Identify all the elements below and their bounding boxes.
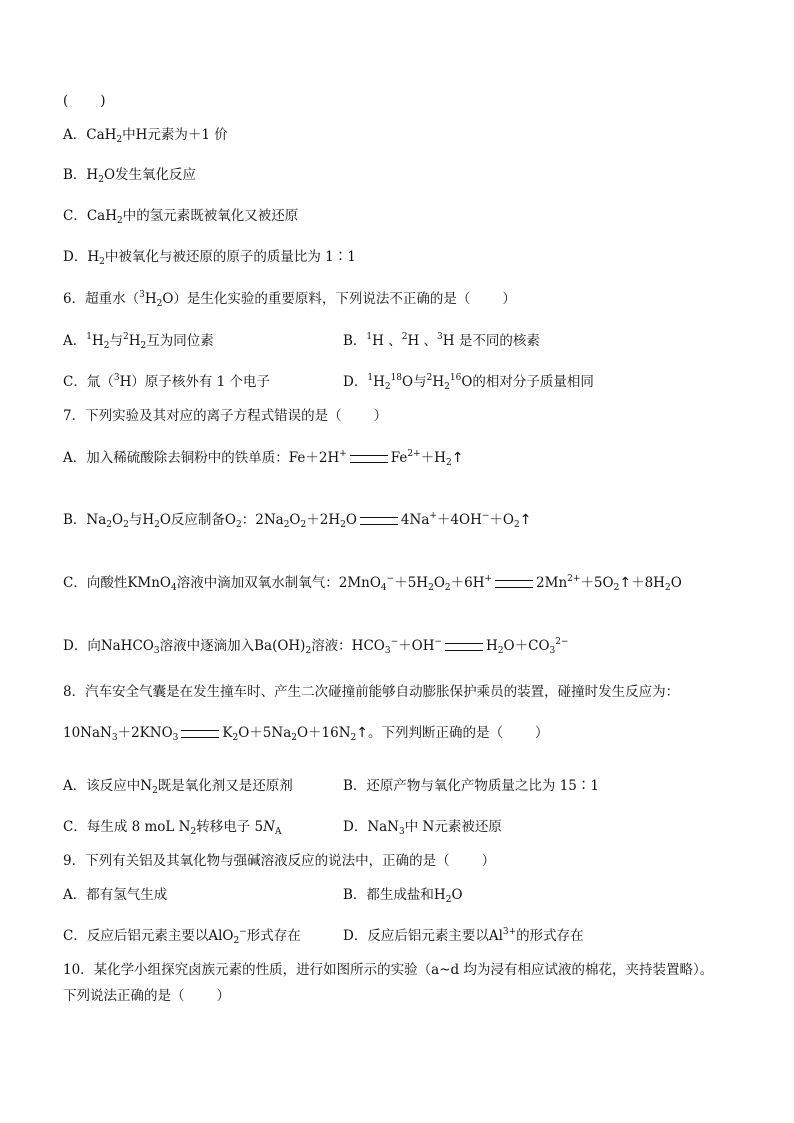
q10-stem-line2: 下列说法正确的是（ ） <box>63 988 230 1004</box>
q7-option-c: C．向酸性KMnO$_4$溶液中滴加双氧水制氧气：$2MnO_4^-+5H_2O_2+6H^+$ $2Mn^{2+}+5O_2↑+8H_2O$ <box>63 574 682 593</box>
q6-option-a: A．$^1H_2$与$^2H_2$互为同位素 <box>63 332 214 351</box>
q7-option-b: B．$Na_2O_2$与$H_2O$反应制备$O_2$：$2Na_2O_2+2H_2O$ $4Na^++4OH^-+O_2↑$ <box>63 511 532 530</box>
q7-stem: 7．下列实验及其对应的离子方程式错误的是（ ） <box>63 408 388 424</box>
q5-option-a: A．CaH$_2$中H元素为＋1 价 <box>63 127 228 145</box>
q6-option-d: D．$^1H_2^{18}O$与$^2H_2^{16}O$的相对分子质量相同 <box>343 373 594 392</box>
q9-stem: 9．下列有关铝及其氧化物与强碱溶液反应的说法中，正确的是（ ） <box>63 853 496 869</box>
q8-option-c: C．每生成 8 moL $N_2$转移电子 $5N_A$ <box>63 819 282 837</box>
q6-stem: 6．超重水$(^3H_2O)$是生化实验的重要原料，下列说法不正确的是（ ） <box>63 290 516 309</box>
q8-option-a: A．该反应中$N_2$既是氧化剂又是还原剂 <box>63 778 293 796</box>
q8-option-b: B．还原产物与氧化产物质量之比为 15∶1 <box>343 778 599 794</box>
q8-stem-line2: $10NaN_3+2KNO_3$ $K_2O+5Na_2O+16N_2↑$。下列判断正确的是（ ） <box>63 725 549 743</box>
q5-paren: ( ) <box>63 93 106 109</box>
q6-option-c: C．氚（$^3$H）原子核外有 1 个电子 <box>63 373 271 390</box>
q9-option-b: B．都生成盐和$H_2O$ <box>343 887 463 905</box>
q5-option-c: C．CaH$_2$中的氢元素既被氧化又被还原 <box>63 208 299 226</box>
q8-stem-line1: 8．汽车安全气囊是在发生撞车时、产生二次碰撞前能够自动膨胀保护乘员的装置，碰撞时发生反应为： <box>63 684 680 700</box>
q9-option-c: C．反应后铝元素主要以AlO$_2$−形式存在 <box>63 927 301 946</box>
q9-option-a: A．都有氢气生成 <box>63 887 168 903</box>
q10-stem-line1: 10．某化学小组探究卤族元素的性质，进行如图所示的实验（a~d 均为浸有相应试液的棉花，夹持装置略）。 <box>63 962 714 978</box>
q8-option-d: D．NaN$_3$中 N元素被还原 <box>343 819 502 837</box>
q7-option-d: D．向NaHCO$_3$溶液中逐滴加入$Ba(OH)_2$溶液：$HCO_3^-+OH^-$ $H_2O+CO_3^{2-}$ <box>63 637 569 656</box>
q7-option-a: A．加入稀硫酸除去铜粉中的铁单质：Fe＋2H+ $Fe^{2+}+H_2↑$ <box>63 449 464 468</box>
q6-option-b: B．$^1$H 、$^2$H 、$^3$H 是不同的核素 <box>343 332 540 349</box>
q9-option-d: D．反应后铝元素主要以$Al^{3+}$的形式存在 <box>343 927 584 944</box>
q5-option-d: D．$H_2$中被氧化与被还原的原子的质量比为 1∶1 <box>63 249 356 267</box>
q5-option-b: B．$H_2O$发生氧化反应 <box>63 167 197 185</box>
